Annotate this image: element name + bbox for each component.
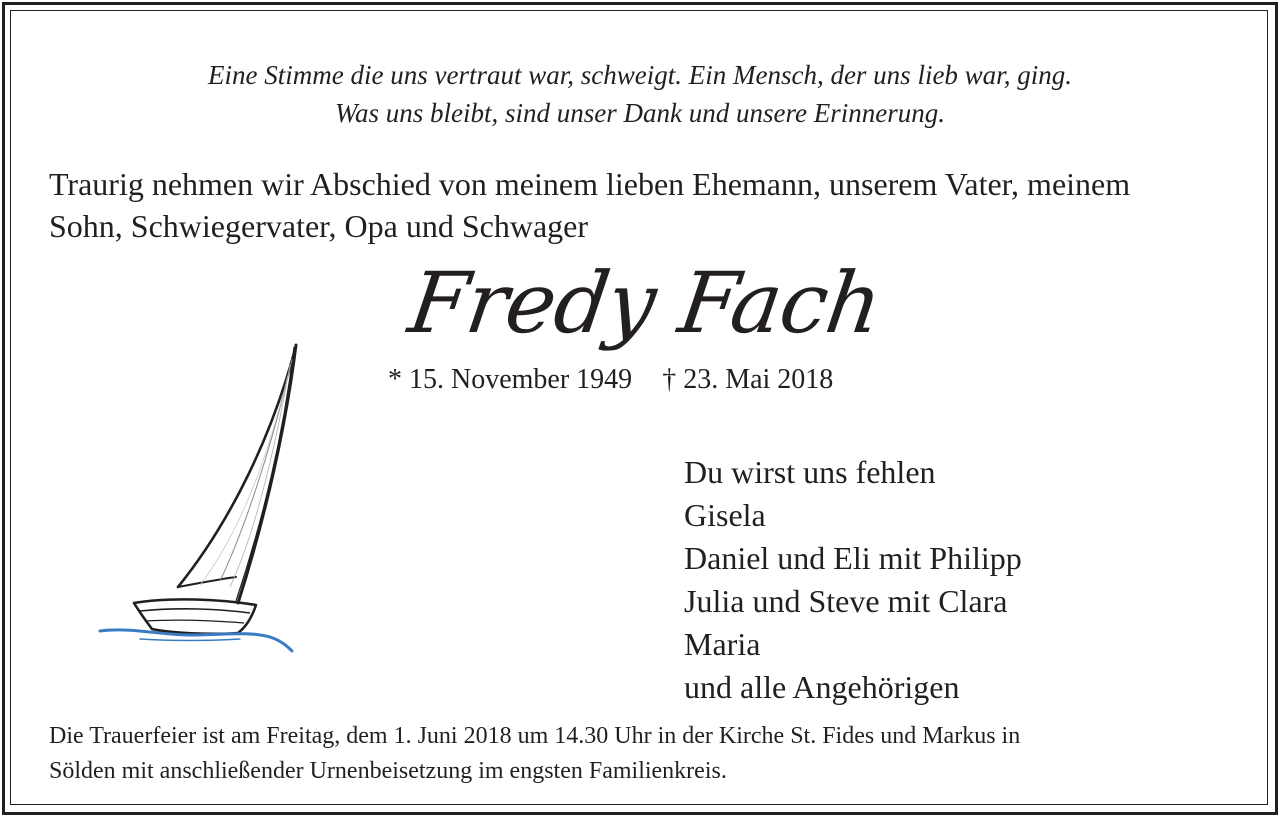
signoff-line: Julia und Steve mit Clara xyxy=(684,583,1008,619)
signoff-line: Gisela xyxy=(684,497,766,533)
motto-quote xyxy=(0,56,1280,132)
intro-line-2: Sohn, Schwiegervater, Opa und Schwager xyxy=(49,208,589,244)
life-dates xyxy=(388,362,833,398)
intro-line-1: Traurig nehmen wir Abschied von meinem lieben Ehemann, unserem Vater, meinem xyxy=(49,166,1131,202)
signoff-line: Maria xyxy=(684,626,761,662)
intro-text xyxy=(49,163,1249,247)
deceased-name: Fredy Fach xyxy=(403,254,887,352)
main-sail xyxy=(178,353,294,587)
sailboat-icon xyxy=(70,335,330,665)
signoff-line: Daniel und Eli mit Philipp xyxy=(684,540,1022,576)
birth-date: * 15. November 1949 xyxy=(388,364,633,395)
ceremony-line-1: Die Trauerfeier ist am Freitag, dem 1. Juni 2018 um 14.30 Uhr in der Kirche St. Fides und Markus in xyxy=(49,723,1021,749)
signoff-line: Du wirst uns fehlen xyxy=(684,454,936,490)
ceremony-info xyxy=(49,719,1249,789)
ceremony-line-2: Sölden mit anschließender Urnenbeisetzung im engsten Familienkreis. xyxy=(49,758,727,784)
motto-line-1: Eine Stimme die uns vertraut war, schweigt. Ein Mensch, der uns lieb war, ging. xyxy=(208,60,1072,90)
signoff-line: und alle Angehörigen xyxy=(684,669,960,705)
death-date: † 23. Mai 2018 xyxy=(662,364,834,395)
signoff-list xyxy=(684,451,1022,709)
boat-hull xyxy=(134,599,256,633)
motto-line-2: Was uns bleibt, sind unser Dank und unsere Erinnerung. xyxy=(335,98,945,128)
